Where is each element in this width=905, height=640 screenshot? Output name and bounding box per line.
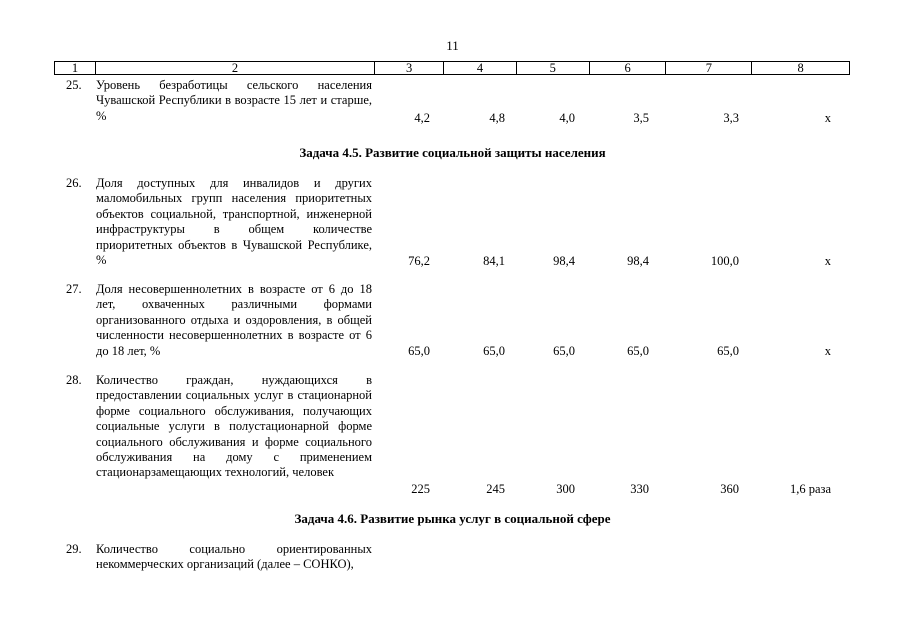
header-col-8: 8: [751, 62, 849, 74]
value-col-5: 4,0: [559, 111, 575, 125]
value-col-3: 225: [411, 482, 430, 496]
value-col-7: 3,3: [723, 111, 739, 125]
value-col-8: x: [824, 344, 831, 358]
row-description: Уровень безработицы сельского населения Чувашской Республики в возрасте 15 лет и старше, %: [96, 78, 372, 123]
row-number: 25.: [66, 78, 82, 92]
row-number: 28.: [66, 373, 82, 387]
header-col-2: 2: [95, 62, 374, 74]
value-col-7: 100,0: [710, 254, 739, 268]
value-col-6: 330: [630, 482, 649, 496]
value-col-6: 3,5: [633, 111, 649, 125]
section-heading-4-6: Задача 4.6. Развитие рынка услуг в социальной сфере: [294, 511, 611, 526]
row-description: Количество социально ориентированных некоммерческих организаций (далее – СОНКО),: [96, 542, 372, 572]
row-number: 27.: [66, 282, 82, 296]
table-row-28: [54, 373, 850, 497]
value-col-7: 360: [720, 482, 739, 496]
table-header: [54, 61, 850, 75]
header-col-4: 4: [443, 62, 516, 74]
table-row-29: [54, 542, 850, 574]
value-col-4: 4,8: [489, 111, 505, 125]
table-row-25: [54, 78, 850, 126]
header-col-3: 3: [374, 62, 443, 74]
row-number: 26.: [66, 176, 82, 190]
value-col-3: 76,2: [408, 254, 430, 268]
value-col-7: 65,0: [717, 344, 739, 358]
row-number: 29.: [66, 542, 82, 556]
value-col-4: 245: [486, 482, 505, 496]
value-col-8: x: [824, 254, 831, 268]
header-col-1: 1: [71, 61, 79, 75]
value-col-5: 65,0: [553, 344, 575, 358]
row-description: Количество граждан, нуждающихся в предоставлении социальных услуг в стационарной форме социального обслуживания, получающих социальные услуги в полустационарной форме социального обслуживания и форме социального обслуживания на дому с применением стационарзамещающих технологий, человек: [96, 373, 372, 480]
table-row-26: [54, 176, 850, 271]
header-col-5: 5: [516, 62, 589, 74]
row-description: Доля доступных для инвалидов и других маломобильных групп населения приоритетных объектов социальной, транспортной, инженерной инфраструктуры в общем количестве приоритетных объектов в Чувашской Республике, %: [96, 176, 372, 268]
value-col-6: 65,0: [627, 344, 649, 358]
header-col-6: 6: [589, 62, 666, 74]
value-col-3: 65,0: [408, 344, 430, 358]
value-col-8: 1,6 раза: [789, 482, 831, 496]
value-col-5: 98,4: [553, 254, 575, 268]
value-col-3: 4,2: [414, 111, 430, 125]
section-heading-4-5: Задача 4.5. Развитие социальной защиты населения: [299, 145, 606, 160]
table-row-27: [54, 282, 850, 360]
value-col-6: 98,4: [627, 254, 649, 268]
row-description: Доля несовершеннолетних в возрасте от 6 до 18 лет, охваченных различными формами организованного отдыха и оздоровления, в общей численности несовершеннолетних в возрасте от 6 до 18 лет, %: [96, 282, 372, 358]
value-col-4: 65,0: [483, 344, 505, 358]
value-col-4: 84,1: [483, 254, 505, 268]
value-col-5: 300: [556, 482, 575, 496]
value-col-8: x: [824, 111, 831, 125]
page-number: 11: [446, 38, 459, 53]
header-col-7: 7: [665, 62, 751, 74]
